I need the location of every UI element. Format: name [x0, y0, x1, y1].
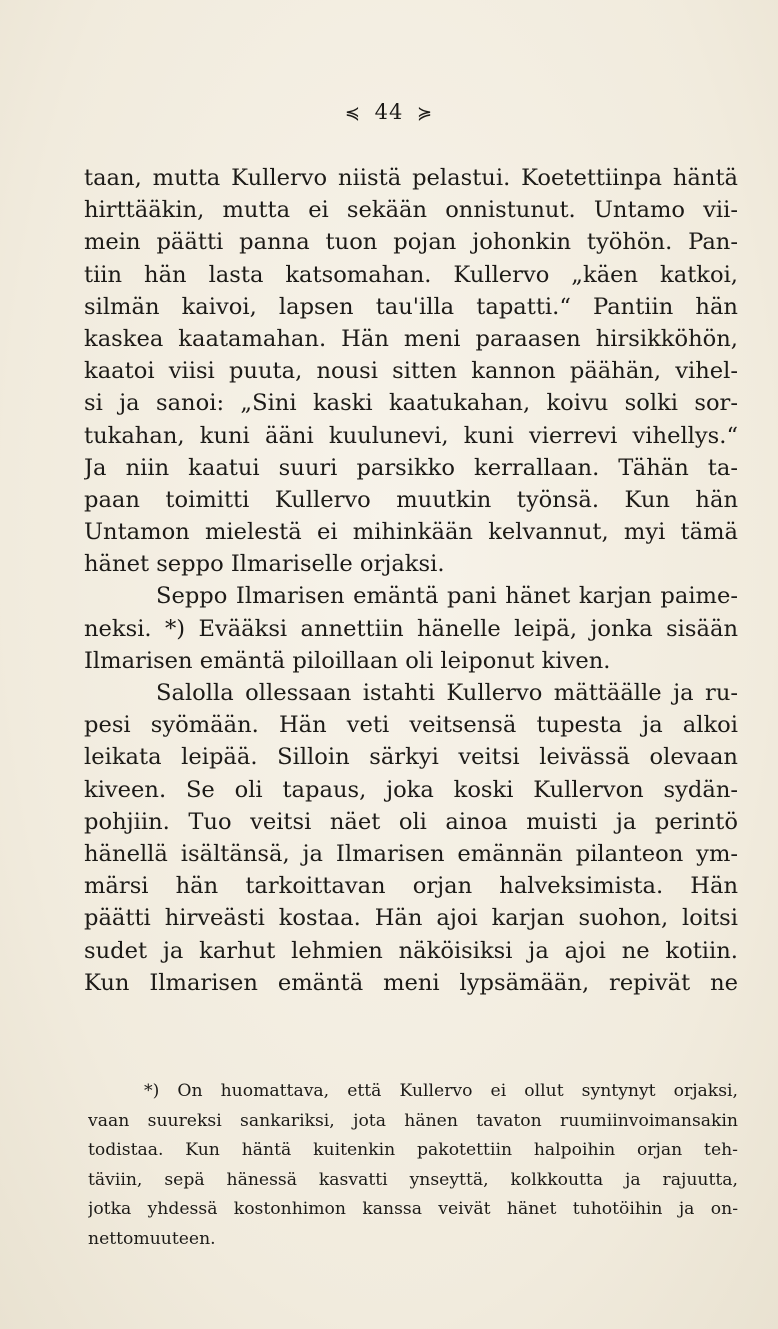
text-line: Kun Ilmarisen emäntä meni lypsämään, repivät ne — [84, 969, 738, 996]
footnote — [88, 1077, 738, 1254]
text-line: hirttääkin, mutta ei sekään onnistunut. Untamo vii- — [84, 197, 738, 224]
text-line: kaskea kaatamahan. Hän meni paraasen hirsikköhön, — [84, 325, 738, 352]
text-line: sudet ja karhut lehmien näköisiksi ja ajoi ne kotiin. — [84, 937, 738, 964]
page-header — [0, 100, 778, 124]
text-line: taan, mutta Kullervo niistä pelastui. Koetettiinpa häntä — [84, 165, 738, 191]
page-number: 44 — [374, 100, 404, 124]
text-line: Untamon mielestä ei mihinkään kelvannut, myi tämä — [84, 519, 738, 546]
text-line: mein päätti panna tuon pojan johonkin työhön. Pan- — [84, 229, 738, 256]
footnote-line: jotka yhdessä kostonhimon kanssa veivät hänet tuhotöihin ja on- — [88, 1199, 738, 1219]
text-line: hänellä isältänsä, ja Ilmarisen emännän pilanteon ym- — [84, 840, 738, 867]
paragraph-start-line: Salolla ollessaan istahti Kullervo mättäälle ja ru- — [156, 680, 738, 706]
text-line: silmän kaivoi, lapsen tau'illa tapatti.“ Pantiin hän — [84, 293, 738, 320]
paragraph-end-line: Ilmarisen emäntä piloillaan oli leiponut kiven. — [84, 647, 611, 674]
footnote-line: vaan suureksi sankariksi, jota hänen tavaton ruumiinvoimansakin — [88, 1110, 738, 1131]
footnote-line: nettomuuteen. — [88, 1228, 216, 1249]
main-text — [84, 162, 738, 999]
text-line: paan toimitti Kullervo muutkin työnsä. Kun hän — [84, 486, 738, 513]
footnote-line: todistaa. Kun häntä kuitenkin pakotettiin halpoihin orjan teh- — [88, 1140, 738, 1160]
text-line: kiveen. Se oli tapaus, joka koski Kullervon sydän- — [84, 776, 738, 803]
text-line: si ja sanoi: „Sini kaski kaatukahan, koivu solki sor- — [84, 390, 738, 417]
footnote-line: *) On huomattava, että Kullervo ei ollut syntynyt orjaksi, — [144, 1081, 738, 1101]
text-line: pesi syömään. Hän veti veitsensä tupesta ja alkoi — [84, 712, 738, 739]
text-line: Ja niin kaatui suuri parsikko kerrallaan. Tähän ta- — [84, 454, 738, 481]
left-ornament-icon: ≼ — [344, 103, 361, 124]
paragraph-end-line: hänet seppo Ilmariselle orjaksi. — [84, 551, 445, 578]
text-line: neksi. *) Evääksi annettiin hänelle leipä, jonka sisään — [84, 615, 738, 642]
text-line: kaatoi viisi puuta, nousi sitten kannon päähän, vihel- — [84, 358, 738, 385]
text-line: pohjiin. Tuo veitsi näet oli ainoa muisti ja perintö — [84, 808, 738, 835]
text-line: leikata leipää. Silloin särkyi veitsi leivässä olevaan — [84, 744, 738, 771]
text-line: tiin hän lasta katsomahan. Kullervo „käen katkoi, — [84, 261, 738, 288]
paragraph-start-line: Seppo Ilmarisen emäntä pani hänet karjan paime- — [156, 583, 738, 610]
text-line: päätti hirveästi kostaa. Hän ajoi karjan suohon, loitsi — [84, 905, 738, 932]
text-line: tukahan, kuni ääni kuulunevi, kuni vierrevi vihellys.“ — [84, 422, 738, 449]
text-line: märsi hän tarkoittavan orjan halveksimista. Hän — [84, 873, 738, 900]
footnote-line: täviin, sepä hänessä kasvatti ynseyttä, kolkkoutta ja rajuutta, — [88, 1169, 738, 1190]
right-ornament-icon: ≽ — [417, 103, 434, 124]
